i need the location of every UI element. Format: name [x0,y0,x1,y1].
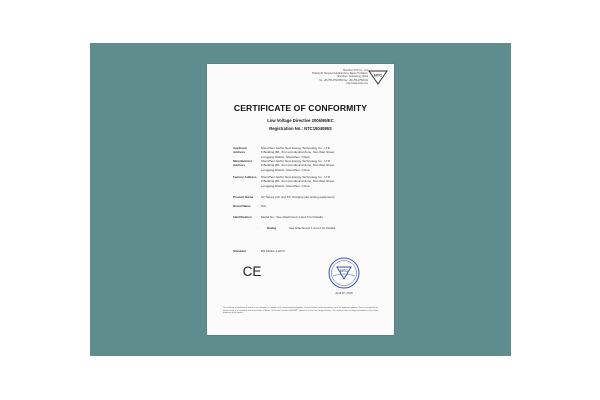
applicant-row: Applicant Address : ShenZhen SeiTer New Energy Technology Co., LTD 6 Building (B1, Xin Lai Industrial Zone, Nan Wan Street, Longgang District, ShenZhen, China [233,146,384,160]
factory-label: Factory Address [233,175,257,179]
product-name-label: Product Name [233,195,254,199]
ce-mark-icon [241,264,263,279]
issuer-address-1: Building B, Hongwei Industrial Zone, Baoan 70 District, [312,73,368,76]
factory-row: Factory Address : ShenZhen SeiTer New Energy Technology Co., LTD 6 Building (B1, Xin Lai Industrial Zone, Nan Wan Street, Longgang District, ShenZhen, China [233,175,384,189]
manufacturer-label: Manufacturer Address [233,159,253,168]
seal-text: NTC [339,268,349,273]
issuer-address-2: Shenzhen, Guangdong, China [337,76,368,79]
brand-name-label: Brand Name [233,204,251,208]
issuer-contact: Tel: +86-755-27521059 Fax: +86-755-27521011 [319,79,368,82]
standard-label: Standard [233,249,247,253]
identification-label: Identification [233,215,252,219]
ntc-logo-icon [368,70,388,85]
seal-date: April 07, 2015 [335,291,353,295]
certificate-title: CERTIFICATE OF CONFORMITY [233,103,368,113]
certificate-document: Shenzhen NTC Co., Ltd. Building B, Hongwei Industrial Zone, Baoan 70 District, Shenzhen, Guangdong, China Tel: +86-755-27521059 Fax: +86-755-27521011 http://www.szntc.com NTC CERTIFICATE OF CONFORMITY Low Voltage Directive 2006/95/EC Registration No.: NTC1504086S Applicant Address : ShenZhen SeiTer New Energy Technology Co., LTD 6 Building (B1, Xin Lai Industrial Zone, Nan Wan Street, Longgang District, ShenZhen, China Manufacturer Address : ShenZhen SeiTer New Energy Technology Co., LTD 6 Building (B1, Xin Lai Industrial Zone, Nan Wan Street, Longgang District, ShenZhen, China Factory Address : ShenZhen SeiTer New Energy Technology Co., LTD 6 Building (B1, Xin Lai Industrial Zone, Nan Wan Street, Longgang District, ShenZhen, China Product Name : ST Series (AC and DC charging pile testing equipment) Brand Name : N/A Identification : Model No.: See Attachment 1 and 2 for Details Rating : See Attachment 1 and 2 for Details Standard : EN 61010-1:2010 CE NTC April 07, 2015 The certificate of conformity is based on an evaluation of a sample of the above-mentioned product. Technical report and documentation are at the applicant's disposal. This is to certify that the tested sample is in conformity with all provisions of Annex I of Council Directive 2006/95/EC, referred to as the Low Voltage Directive. The certificate does not imply assessment of the series-production of the product. [207,64,394,335]
applicant-value: ShenZhen SeiTer New Energy Technology Co., LTD 6 Building (B1, Xin Lai Industrial Zone, Nan Wan Street, Longgang District, ShenZhen, China [261,146,335,159]
ntc-seal-icon [328,257,360,289]
factory-value: ShenZhen SeiTer New Energy Technology Co., LTD 6 Building (B1, Xin Lai Industrial Zone, Nan Wan Street, Longgang District, ShenZhen, China [261,175,335,188]
rating-label: Rating [267,226,277,230]
brand-name-value: N/A [261,204,267,208]
directive-line: Low Voltage Directive 2006/95/EC [267,118,334,123]
registration-number: Registration No.: NTC1504086S [269,126,332,131]
issuer-block [258,70,368,86]
applicant-label: Applicant Address [233,146,247,155]
certificate-footer-note: The certificate of conformity is based on an evaluation of a sample of the above-mentioned product. Technical report and documentation are at the applicant's disposal. This is to certify that the tested sample is in conformity with all provisions of Annex I of Council Directive 2006/95/EC, referred to as the Low Voltage Directive. The certificate does not imply assessment of the series-production of the product. [223,307,378,315]
product-name-value: ST Series (AC and DC charging pile testing equipment) [261,195,335,199]
rating-value: See Attachment 1 and 2 for Details [289,226,336,230]
logo-text: NTC [373,72,383,78]
issuer-website: http://www.szntc.com [346,82,368,85]
manufacturer-value: ShenZhen SeiTer New Energy Technology Co., LTD 6 Building (B1, Xin Lai Industrial Zone, Nan Wan Street, Longgang District, ShenZhen, China [261,159,335,172]
identification-value: Model No.: See Attachment 1 and 2 for Details [261,215,323,219]
issuer-name: Shenzhen NTC Co., Ltd. [342,70,368,72]
manufacturer-row: Manufacturer Address : ShenZhen SeiTer New Energy Technology Co., LTD 6 Building (B1, Xin Lai Industrial Zone, Nan Wan Street, Longgang District, ShenZhen, China [233,159,384,173]
ce-mark-text: CE [242,264,262,279]
standard-value: EN 61010-1:2010 [261,249,285,253]
